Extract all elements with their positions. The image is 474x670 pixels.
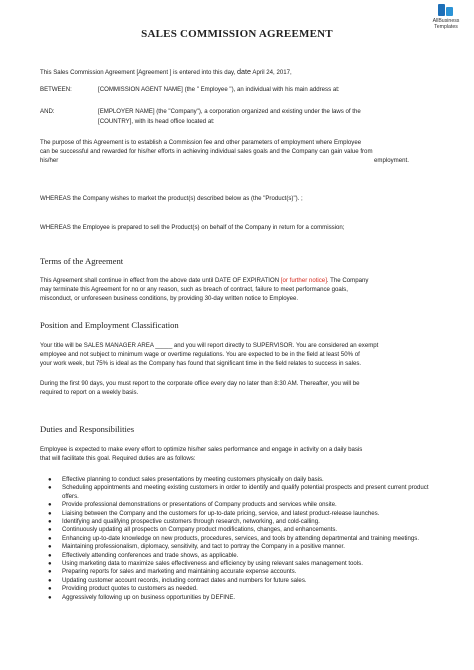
bullet-icon: ● — [48, 477, 52, 483]
whereas-sell: WHEREAS the Employee is prepared to sell the Product(s) on behalf of the Company in return for a commission; — [40, 224, 345, 231]
bullet-icon: ● — [48, 510, 52, 517]
bullet-icon: ● — [48, 485, 52, 492]
purpose-line3: his/her — [40, 157, 59, 164]
bullet-icon: ● — [48, 586, 52, 593]
list-item: ● Scheduling appointments and meeting existing customers in order to identify and qualify potential prospects and present current product offers. — [48, 484, 429, 500]
position-p2-line2: required to report on a weekly basis. — [40, 389, 139, 396]
purpose-line3-end: employment. — [374, 157, 409, 164]
intro-part2: April 24, 2017, — [252, 69, 292, 76]
bullet-icon: ● — [48, 519, 52, 526]
intro-part1: This Sales Commission Agreement [Agreement ] is entered into this day, — [40, 69, 236, 76]
position-p1-line2: employee and not subject to minimum wage or overtime regulations. You are expected to be in the field at least 50% of — [40, 351, 360, 358]
duties-intro-line2: that will facilitate this goal. Required duties are as follows: — [40, 455, 196, 462]
list-item: ● Using marketing data to maximize sales effectiveness and efficiency by using relevant sales management tools. — [48, 560, 363, 568]
list-item: ● Effective planning to conduct sales presentations by meeting customers physically on daily basis. — [48, 476, 324, 483]
purpose-line1: The purpose of this Agreement is to establish a Commission fee and other parameters of employment where Employee — [40, 139, 362, 146]
document-title: SALES COMMISSION AGREEMENT — [141, 28, 333, 40]
bullet-icon: ● — [48, 561, 52, 568]
list-item: ● Continuously updating all prospects on Company product modifications, changes, and enhancements. — [48, 526, 338, 534]
list-item: ● Updating customer account records, including contract dates and numbers for future sales. — [48, 576, 307, 584]
bullet-icon: ● — [48, 569, 52, 576]
list-item: ● Providing product quotes to customers as needed. — [48, 585, 198, 593]
intro-text — [40, 68, 292, 78]
logo-line2: Templates — [434, 24, 458, 30]
bullet-icon: ● — [48, 527, 52, 534]
list-item: ● Provide professional demonstrations or presentations of Company products and services while onsite. — [48, 501, 337, 509]
duties-heading: Duties and Responsibilities — [40, 424, 135, 434]
list-item: ● Liaising between the Company and the customers for up-to-date pricing, service, and latest product-release launches. — [48, 509, 380, 517]
bullet-icon: ● — [48, 577, 52, 584]
list-item: ● Identifying and qualifying prospective customers through research, networking, and cold-calling. — [48, 518, 320, 526]
position-p1-line3: your work week, but 75% is ideal as the Company has found that significant time in the field relates to success in sales. — [40, 360, 362, 367]
list-item: ● Maintaining professionalism, diplomacy, sensitivity, and tact to portray the Company in a positive manner. — [48, 543, 345, 551]
terms-line2: may terminate this Agreement for no or any reason, such as breach of contract, failure to meet performance goals, — [40, 286, 348, 293]
list-item: ● Preparing reports for sales and marketing and maintaining accurate expense accounts. — [48, 568, 297, 576]
logo-icon — [436, 4, 456, 18]
position-heading: Position and Employment Classification — [40, 320, 179, 330]
and-line2: [COUNTRY], with its head office located at: — [98, 118, 215, 125]
list-item: ● Enhancing up-to-date knowledge on new products, procedures, services, and tools by attending departmental and training meetings. — [48, 534, 420, 542]
terms-line1-text: This Agreement shall continue in effect from the above date until DATE OF EXPIRATION — [40, 277, 280, 284]
between-text: [COMMISSION AGENT NAME] (the " Employee "), an individual with his main address at: — [98, 86, 340, 93]
terms-line1 — [40, 277, 368, 286]
duties-list — [40, 476, 438, 602]
terms-heading: Terms of the Agreement — [40, 256, 124, 266]
bullet-icon: ● — [48, 552, 52, 559]
duties-intro-line1: Employee is expected to make every effort to optimize his/her sales performance and engage in activity on a daily basis — [40, 446, 363, 453]
list-item: ● Effectively attending conferences and trade shows, as applicable. — [48, 551, 239, 559]
bullet-icon: ● — [48, 502, 52, 509]
purpose-line2: can be successful and rewarded for his/her efforts in achieving individual sales goals and the Company can gain value from — [40, 148, 373, 155]
terms-red-note: [or further notice] — [280, 277, 327, 284]
between-label: BETWEEN: — [40, 86, 72, 93]
terms-line3: misconduct, or unforeseen business conditions, by providing 30-day written notice to Employee. — [40, 295, 299, 302]
terms-line1-end: . The Company — [326, 277, 369, 284]
whereas-market: WHEREAS the Company wishes to market the product(s) described below as (the "Product(s)"). ; — [40, 195, 303, 202]
position-p1-line1: Your title will be SALES MANAGER AREA _____ and you will report directly to SUPERVISOR. You are considered an exempt — [40, 342, 379, 349]
and-line1: [EMPLOYER NAME] (the "Company"), a corporation organized and existing under the laws of the — [98, 108, 361, 115]
list-item: ● Aggressively following up on business opportunities by DEFINE. — [48, 593, 236, 601]
logo-line1: AllBusiness — [432, 18, 460, 24]
bullet-icon: ● — [48, 535, 52, 542]
and-label: AND: — [40, 108, 55, 115]
allbusiness-logo[interactable] — [424, 4, 468, 30]
intro-date-word: date — [237, 67, 252, 76]
position-p2-line1: During the first 90 days, you must report to the corporate office every day no later than 8:30 AM. Thereafter, you will be — [40, 380, 360, 387]
bullet-icon: ● — [48, 594, 52, 601]
bullet-icon: ● — [48, 544, 52, 551]
